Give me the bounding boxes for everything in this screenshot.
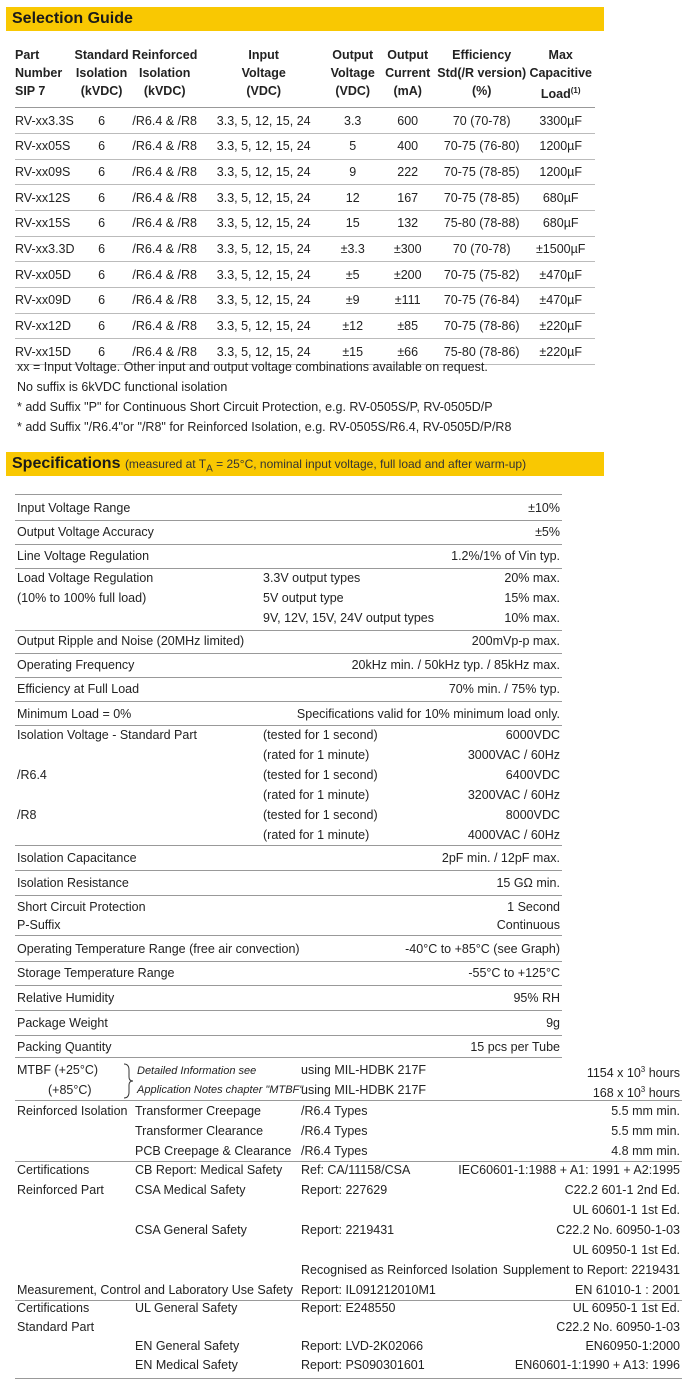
cell-output-voltage: ±15 bbox=[327, 339, 379, 365]
table-row bbox=[15, 287, 595, 313]
cell-reinforced-isolation: /R6.4 & /R8 bbox=[129, 133, 201, 159]
cell-input-voltage: 3.3, 5, 12, 15, 24 bbox=[201, 133, 327, 159]
cell-output-current: ±111 bbox=[379, 287, 437, 313]
spec-row-measurement-control-lab-safety: Measurement, Control and Laboratory Use Safety Report: IL091212010M1 EN 61010-1 : 2001 bbox=[15, 1280, 682, 1301]
cell-output-voltage: ±9 bbox=[327, 287, 379, 313]
spec-row-minimum-load: Minimum Load = 0% Specifications valid for 10% minimum load only. bbox=[15, 704, 562, 726]
cell-output-current: ±300 bbox=[379, 236, 437, 262]
table-row bbox=[15, 236, 595, 262]
spec-row-operating-temperature: Operating Temperature Range (free air convection) -40°C to +85°C (see Graph) bbox=[15, 939, 562, 962]
cell-max-capacitive-load: ±1500µF bbox=[527, 236, 595, 262]
cell-max-capacitive-load: 3300µF bbox=[527, 108, 595, 134]
cell-part-number: RV-xx09S bbox=[15, 159, 75, 185]
cell-output-current: ±66 bbox=[379, 339, 437, 365]
cell-part-number: RV-xx12D bbox=[15, 313, 75, 339]
selection-guide-title: Selection Guide bbox=[12, 10, 133, 27]
cell-output-voltage: 12 bbox=[327, 185, 379, 211]
cell-output-voltage: ±3.3 bbox=[327, 236, 379, 262]
cell-max-capacitive-load: 680µF bbox=[527, 210, 595, 236]
spec-row-isolation-voltage: Isolation Voltage - Standard Part (tested for 1 second) 6000VDC (rated for 1 minute) 3000VAC / 60Hz /R6.4 (tested for 1 second) 6400VDC (rated for 1 minute) 3200VAC / 60Hz /R8 (tested for 1 second) 8000VDC (rated for 1 minute) 4000VAC / 60Hz bbox=[15, 725, 562, 846]
table-row bbox=[15, 262, 595, 288]
mtbf-25c-value: 1154 x $10^3$ hours bbox=[586, 1065, 680, 1081]
table-row bbox=[15, 313, 595, 339]
col-header-standard-isolation: Standard Isolation (kVDC) bbox=[75, 42, 129, 108]
cell-standard-isolation: 6 bbox=[75, 133, 129, 159]
cell-standard-isolation: 6 bbox=[75, 236, 129, 262]
cell-part-number: RV-xx3.3D bbox=[15, 236, 75, 262]
cell-efficiency: 75-80 (78-88) bbox=[437, 210, 527, 236]
spec-row-short-circuit: Short Circuit Protection 1 Second P-Suffix Continuous bbox=[15, 897, 562, 936]
cell-max-capacitive-load: 1200µF bbox=[527, 159, 595, 185]
col-header-input-voltage: Input Voltage (VDC) bbox=[201, 42, 327, 108]
cell-reinforced-isolation: /R6.4 & /R8 bbox=[129, 236, 201, 262]
cell-reinforced-isolation: /R6.4 & /R8 bbox=[129, 159, 201, 185]
cell-output-voltage: ±12 bbox=[327, 313, 379, 339]
cell-part-number: RV-xx15S bbox=[15, 210, 75, 236]
cell-output-current: 400 bbox=[379, 133, 437, 159]
cell-output-current: ±85 bbox=[379, 313, 437, 339]
cell-standard-isolation: 6 bbox=[75, 313, 129, 339]
spec-row-isolation-capacitance: Isolation Capacitance 2pF min. / 12pF max. bbox=[15, 848, 562, 871]
col-header-max-capacitive-load: Max Capacitive Load$^{(1)}$ bbox=[527, 42, 595, 108]
cell-output-voltage: ±5 bbox=[327, 262, 379, 288]
table-row bbox=[15, 108, 595, 134]
cell-efficiency: 70-75 (78-85) bbox=[437, 185, 527, 211]
cell-output-voltage: 9 bbox=[327, 159, 379, 185]
brace-icon bbox=[122, 1063, 134, 1099]
cell-input-voltage: 3.3, 5, 12, 15, 24 bbox=[201, 210, 327, 236]
cell-efficiency: 70-75 (76-84) bbox=[437, 287, 527, 313]
cell-reinforced-isolation: /R6.4 & /R8 bbox=[129, 210, 201, 236]
col-header-efficiency: Efficiency Std(/R version) (%) bbox=[437, 42, 527, 108]
spec-top-rule bbox=[15, 494, 562, 495]
mtbf-85c-value: 168 x $10^3$ hours bbox=[592, 1085, 680, 1101]
cell-max-capacitive-load: ±220µF bbox=[527, 313, 595, 339]
selection-guide-header-row bbox=[15, 42, 595, 108]
cell-part-number: RV-xx05S bbox=[15, 133, 75, 159]
cell-input-voltage: 3.3, 5, 12, 15, 24 bbox=[201, 159, 327, 185]
spec-row-packing-quantity: Packing Quantity 15 pcs per Tube bbox=[15, 1037, 562, 1058]
specifications-subtitle: (measured at $T_A = 25^\circ C$, nominal input voltage, full load and after warm-up) bbox=[124, 457, 527, 475]
cell-output-current: 132 bbox=[379, 210, 437, 236]
cell-output-current: 167 bbox=[379, 185, 437, 211]
cell-input-voltage: 3.3, 5, 12, 15, 24 bbox=[201, 287, 327, 313]
cell-max-capacitive-load: 1200µF bbox=[527, 133, 595, 159]
guide-note-2: No suffix is 6kVDC functional isolation bbox=[17, 380, 228, 394]
table-row bbox=[15, 159, 595, 185]
cell-reinforced-isolation: /R6.4 & /R8 bbox=[129, 339, 201, 365]
cell-max-capacitive-load: 680µF bbox=[527, 185, 595, 211]
cell-efficiency: 70-75 (76-80) bbox=[437, 133, 527, 159]
cell-standard-isolation: 6 bbox=[75, 210, 129, 236]
table-row bbox=[15, 133, 595, 159]
guide-note-3: * add Suffix "P" for Continuous Short Circuit Protection, e.g. RV-0505S/P, RV-0505D/P bbox=[17, 400, 493, 414]
cell-standard-isolation: 6 bbox=[75, 339, 129, 365]
col-header-output-current: Output Current (mA) bbox=[379, 42, 437, 108]
cell-output-current: 222 bbox=[379, 159, 437, 185]
cell-standard-isolation: 6 bbox=[75, 185, 129, 211]
cell-reinforced-isolation: /R6.4 & /R8 bbox=[129, 287, 201, 313]
cell-efficiency: 70-75 (78-86) bbox=[437, 313, 527, 339]
cell-output-voltage: 5 bbox=[327, 133, 379, 159]
col-header-reinforced-isolation: Reinforced Isolation (kVDC) bbox=[129, 42, 201, 108]
cell-input-voltage: 3.3, 5, 12, 15, 24 bbox=[201, 108, 327, 134]
cell-input-voltage: 3.3, 5, 12, 15, 24 bbox=[201, 313, 327, 339]
spec-row-efficiency: Efficiency at Full Load 70% min. / 75% typ. bbox=[15, 679, 562, 702]
col-header-part-number: Part Number SIP 7 bbox=[15, 42, 75, 108]
spec-row-relative-humidity: Relative Humidity 95% RH bbox=[15, 988, 562, 1011]
cell-part-number: RV-xx15D bbox=[15, 339, 75, 365]
cell-efficiency: 70-75 (75-82) bbox=[437, 262, 527, 288]
cell-part-number: RV-xx12S bbox=[15, 185, 75, 211]
cell-max-capacitive-load: ±220µF bbox=[527, 339, 595, 365]
spec-row-package-weight: Package Weight 9g bbox=[15, 1013, 562, 1036]
cell-efficiency: 70 (70-78) bbox=[437, 108, 527, 134]
cell-input-voltage: 3.3, 5, 12, 15, 24 bbox=[201, 262, 327, 288]
cell-input-voltage: 3.3, 5, 12, 15, 24 bbox=[201, 339, 327, 365]
cell-standard-isolation: 6 bbox=[75, 262, 129, 288]
spec-row-ripple-noise: Output Ripple and Noise (20MHz limited) 200mVp-p max. bbox=[15, 631, 562, 654]
cell-input-voltage: 3.3, 5, 12, 15, 24 bbox=[201, 236, 327, 262]
cell-standard-isolation: 6 bbox=[75, 287, 129, 313]
table-row bbox=[15, 185, 595, 211]
cell-standard-isolation: 6 bbox=[75, 159, 129, 185]
spec-row-storage-temperature: Storage Temperature Range -55°C to +125°C bbox=[15, 963, 562, 986]
cell-part-number: RV-xx05D bbox=[15, 262, 75, 288]
spec-row-isolation-resistance: Isolation Resistance 15 GΩ min. bbox=[15, 873, 562, 896]
selection-guide-table bbox=[15, 42, 595, 365]
cell-output-voltage: 15 bbox=[327, 210, 379, 236]
spec-row-input-voltage-range: Input Voltage Range ±10% bbox=[15, 498, 562, 521]
cell-part-number: RV-xx3.3S bbox=[15, 108, 75, 134]
spec-row-certifications-reinforced: Certifications Reinforced Part CB Report: Medical Safety Ref: CA/11158/CSA IEC60601-1:1988 + A1: 1991 + A2:1995 CSA Medical Safety Report: 227629 C22.2 601-1 2nd Ed. UL 60601-1 1st Ed. CSA General Safety Report: 2219431 C22.2 No. 60950-1-03 UL 60950-1 1st Ed. Recognised as Reinforced Isolation Supplement to Report: 2219431 bbox=[17, 1163, 680, 1277]
cell-part-number: RV-xx09D bbox=[15, 287, 75, 313]
spec-row-certifications-standard: Certifications Standard Part UL General Safety Report: E248550 UL 60950-1 1st Ed. C22.2 No. 60950-1-03 EN General Safety Report: LVD-2K02066 EN60950-1:2000 EN Medical Safety Report: PS090301601 EN60601-1:1990 + A13: 1996 bbox=[15, 1298, 682, 1379]
cell-reinforced-isolation: /R6.4 & /R8 bbox=[129, 313, 201, 339]
cell-max-capacitive-load: ±470µF bbox=[527, 262, 595, 288]
cell-reinforced-isolation: /R6.4 & /R8 bbox=[129, 262, 201, 288]
spec-row-operating-frequency: Operating Frequency 20kHz min. / 50kHz typ. / 85kHz max. bbox=[15, 655, 562, 678]
cell-output-voltage: 3.3 bbox=[327, 108, 379, 134]
table-row bbox=[15, 210, 595, 236]
cell-standard-isolation: 6 bbox=[75, 108, 129, 134]
cell-input-voltage: 3.3, 5, 12, 15, 24 bbox=[201, 185, 327, 211]
cell-output-current: ±200 bbox=[379, 262, 437, 288]
cell-efficiency: 75-80 (78-86) bbox=[437, 339, 527, 365]
specifications-title: Specifications (measured at $T_A = 25^\circ C$, nominal input voltage, full load and after warm-up) bbox=[12, 455, 527, 475]
col-header-output-voltage: Output Voltage (VDC) bbox=[327, 42, 379, 108]
guide-note-1: xx = Input Voltage. Other input and output voltage combinations available on request. bbox=[17, 360, 488, 374]
spec-row-load-regulation: Load Voltage Regulation (10% to 100% full load) 3.3V output types 20% max. 5V output type 15% max. 9V, 12V, 15V, 24V output types 10% max. bbox=[15, 568, 562, 631]
specifications-header-bar bbox=[6, 452, 604, 476]
cell-max-capacitive-load: ±470µF bbox=[527, 287, 595, 313]
spec-row-output-voltage-accuracy: Output Voltage Accuracy ±5% bbox=[15, 522, 562, 545]
cell-efficiency: 70-75 (78-85) bbox=[437, 159, 527, 185]
spec-row-reinforced-isolation: Reinforced Isolation Transformer Creepage /R6.4 Types 5.5 mm min. Transformer Clearance /R6.4 Types 5.5 mm min. PCB Creepage & Clearance /R6.4 Types 4.8 mm min. bbox=[15, 1101, 682, 1162]
spec-row-mtbf: MTBF (+25°C) (+85°C) Detailed Information see Application Notes chapter "MTBF" using MIL-HDBK 217F using MIL-HDBK 217F 1154 x $10^3$ hours 168 x $10^3$ hours bbox=[15, 1060, 682, 1101]
selection-guide-header-bar bbox=[6, 7, 604, 31]
spec-row-line-regulation: Line Voltage Regulation 1.2%/1% of Vin typ. bbox=[15, 546, 562, 569]
cell-reinforced-isolation: /R6.4 & /R8 bbox=[129, 185, 201, 211]
cell-output-current: 600 bbox=[379, 108, 437, 134]
guide-note-4: * add Suffix "/R6.4"or "/R8" for Reinforced Isolation, e.g. RV-0505S/R6.4, RV-0505D/P/R8 bbox=[17, 420, 512, 434]
cell-reinforced-isolation: /R6.4 & /R8 bbox=[129, 108, 201, 134]
cell-efficiency: 70 (70-78) bbox=[437, 236, 527, 262]
